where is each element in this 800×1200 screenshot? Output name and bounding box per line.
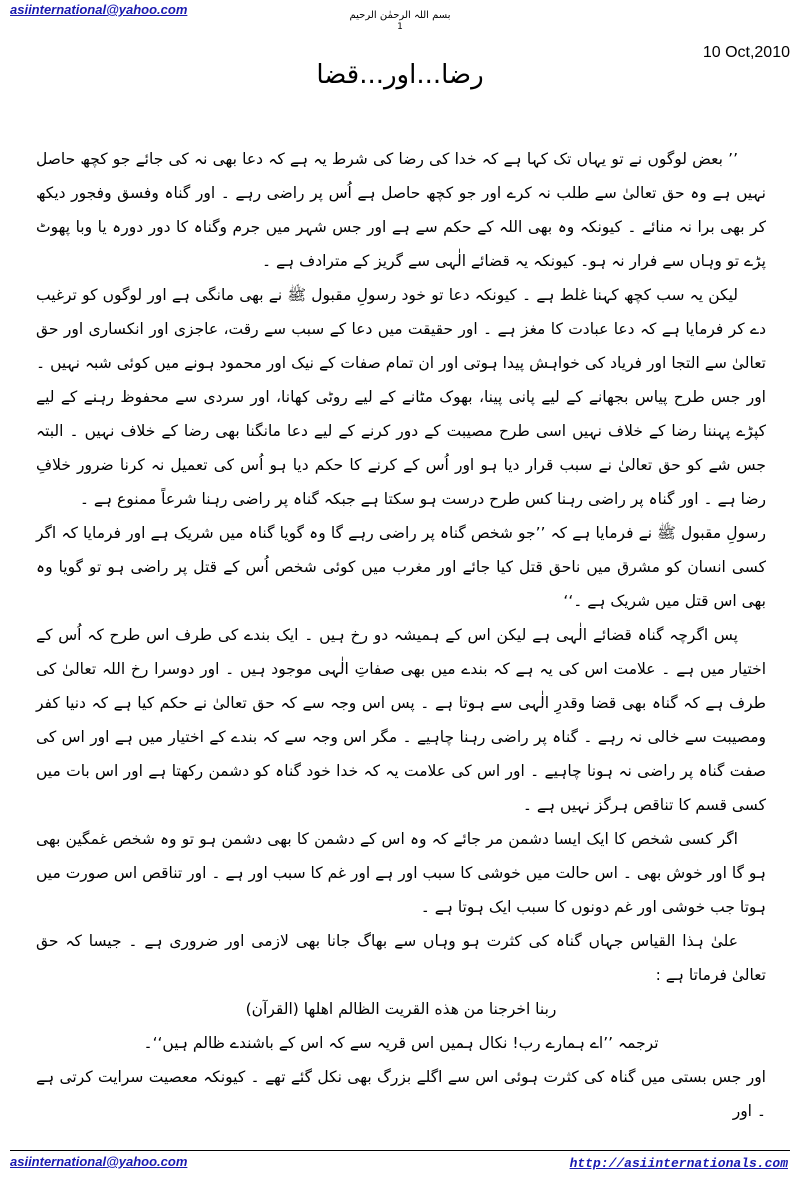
bismillah-heading: بسم اللہ الرحمٰن الرحیم bbox=[349, 10, 451, 21]
paragraph-4: پس اگرچہ گناہ قضائے الٰہی ہے لیکن اس کے ہمیشہ دو رخ ہیں ۔ ایک بندے کی طرف اس طرح کہ اُس کے اختیار میں ہے ۔ علامت اس کی یہ ہے کہ بندے میں بھی صفاتِ الٰہی موجود ہیں ۔ اور دوسرا رخ اللہ تعالیٰ کی طرف ہے کہ گناہ بھی قضا وقدرِ الٰہی سے ہوتا ہے ۔ پس اس وجہ سے کہ حق تعالیٰ نے حکم کیا ہے کہ دنیا کفر ومصیبت سے خالی نہ رہے ۔ گناہ پر راضی رہنا چاہیے ۔ مگر اس وجہ سے کہ بندے کے اختیار میں ہے اور اس کی صفت گناہ پر راضی نہ ہونا چاہیے ۔ اور اس کی علامت یہ کہ خدا خود گناہ کو دشمن رکھتا ہے اور اس بات میں کسی قسم کا تناقص ہرگز نہیں ہے ۔ bbox=[36, 626, 766, 814]
footer-email-link[interactable]: asiinternational@yahoo.com bbox=[10, 1154, 188, 1169]
footer-website-link[interactable]: http://asiinternationals.com bbox=[569, 1156, 788, 1171]
verse-translation: ترجمہ ’’اے ہمارے رب! نکال ہمیں اس قریہ سے کہ اس کے باشندے ظالم ہیں‘‘۔ bbox=[143, 1034, 659, 1052]
paragraph-1: ’’ بعض لوگوں نے تو یہاں تک کہا ہے کہ خدا کی رضا کی شرط یہ ہے کہ دعا بھی نہ کی جائے جو کچھ حاصل نہیں ہے وہ حق تعالیٰ سے طلب نہ کرے اور جو کچھ حاصل ہے اُس پر راضی رہے ۔ اور گناہ وفسق وفجور دیکھ کر بھی برا نہ منائے ۔ کیونکہ وہ بھی اللہ کے حکم سے ہے اور جس شہر میں جرم وگناہ کا دور دورہ یا وبا پھوٹ پڑے تو وہاں سے فرار نہ ہو۔ کیونکہ یہ قضائے الٰہی سے گریز کے مترادف ہے ۔ bbox=[36, 150, 766, 270]
paragraph-7: اور جس بستی میں گناہ کی کثرت ہوئی اس سے اگلے بزرگ بھی نکل گئے تھے ۔ کیونکہ معصیت سرایت کرتی ہے ۔ اور bbox=[36, 1068, 766, 1120]
paragraph-2: لیکن یہ سب کچھ کہنا غلط ہے ۔ کیونکہ دعا تو خود رسولِ مقبول ﷺ نے بھی مانگی ہے اور لوگوں کو ترغیب دے کر فرمایا ہے کہ دعا عبادت کا مغز ہے ۔ اور حقیقت میں دعا کے سبب سے رقت، عاجزی اور انکساری اور حق تعالیٰ سے التجا اور فریاد کی خواہش پیدا ہوتی اور ان تمام صفات کے نیک اور محمود ہونے میں کوئی شبہ نہیں ۔ اور جس طرح پیاس بجھانے کے لیے پانی پینا، بھوک مٹانے کے لیے روٹی کھانا، اور سردی سے محفوظ رہنے کے لیے کپڑے پہننا رضا کے خلاف نہیں اسی طرح مصیبت کے دور کرنے کے لیے دعا مانگنا بھی رضا کے خلاف نہیں ۔ البتہ جس شے کو حق تعالیٰ نے سبب قرار دیا ہو اور اُس کے کرنے کا حکم دیا ہو اُس کی تعمیل نہ کرنا ضرور خلافِ رضا ہے ۔ اور گناہ پر راضی رہنا کس طرح درست ہو سکتا ہے جبکہ گناہ پر راضی رہنا شرعاً ممنوع ہے ۔ bbox=[36, 286, 766, 508]
paragraph-5: اگر کسی شخص کا ایک ایسا دشمن مر جائے کہ وہ اس کے دشمن کا بھی دشمن ہو تو وہ شخص غمگین بھی ہو گا اور خوش بھی ۔ اس حالت میں خوشی کا سبب اور ہے اور غم کا سبب اور ہے ۔ اور تناقص اس صورت میں ہوتا جب خوشی اور غم دونوں کا سبب ایک ہوتا ہے ۔ bbox=[36, 830, 766, 916]
quran-verse: ربنا اخرجنا من هذه القريت الظالم اهلها (القرآن) bbox=[245, 1000, 557, 1018]
paragraph-6: علیٰ ہذا القیاس جہاں گناہ کی کثرت ہو وہاں سے بھاگ جانا بھی لازمی اور ضروری ہے ۔ جیسا کہ حق تعالیٰ فرماتا ہے : bbox=[36, 932, 766, 984]
header-email-link[interactable]: asiinternational@yahoo.com bbox=[10, 2, 188, 17]
document-title: رضا...اور...قضا bbox=[316, 60, 484, 90]
page-number: 1 bbox=[397, 22, 403, 32]
paragraph-3: رسولِ مقبول ﷺ نے فرمایا ہے کہ ’’جو شخص گناہ پر راضی رہے گا وہ گویا گناہ میں شریک ہے اور فرمایا کہ اگر کسی انسان کو مشرق میں ناحق قتل کیا جائے اور مغرب میں کوئی شخص اُس کے قتل پر راضی ہو تو گویا وہ بھی اس قتل میں شریک ہے ۔‘‘ bbox=[36, 524, 766, 610]
document-date: 10 Oct,2010 bbox=[702, 44, 790, 61]
document-body bbox=[36, 142, 766, 1128]
footer-divider bbox=[10, 1150, 790, 1151]
